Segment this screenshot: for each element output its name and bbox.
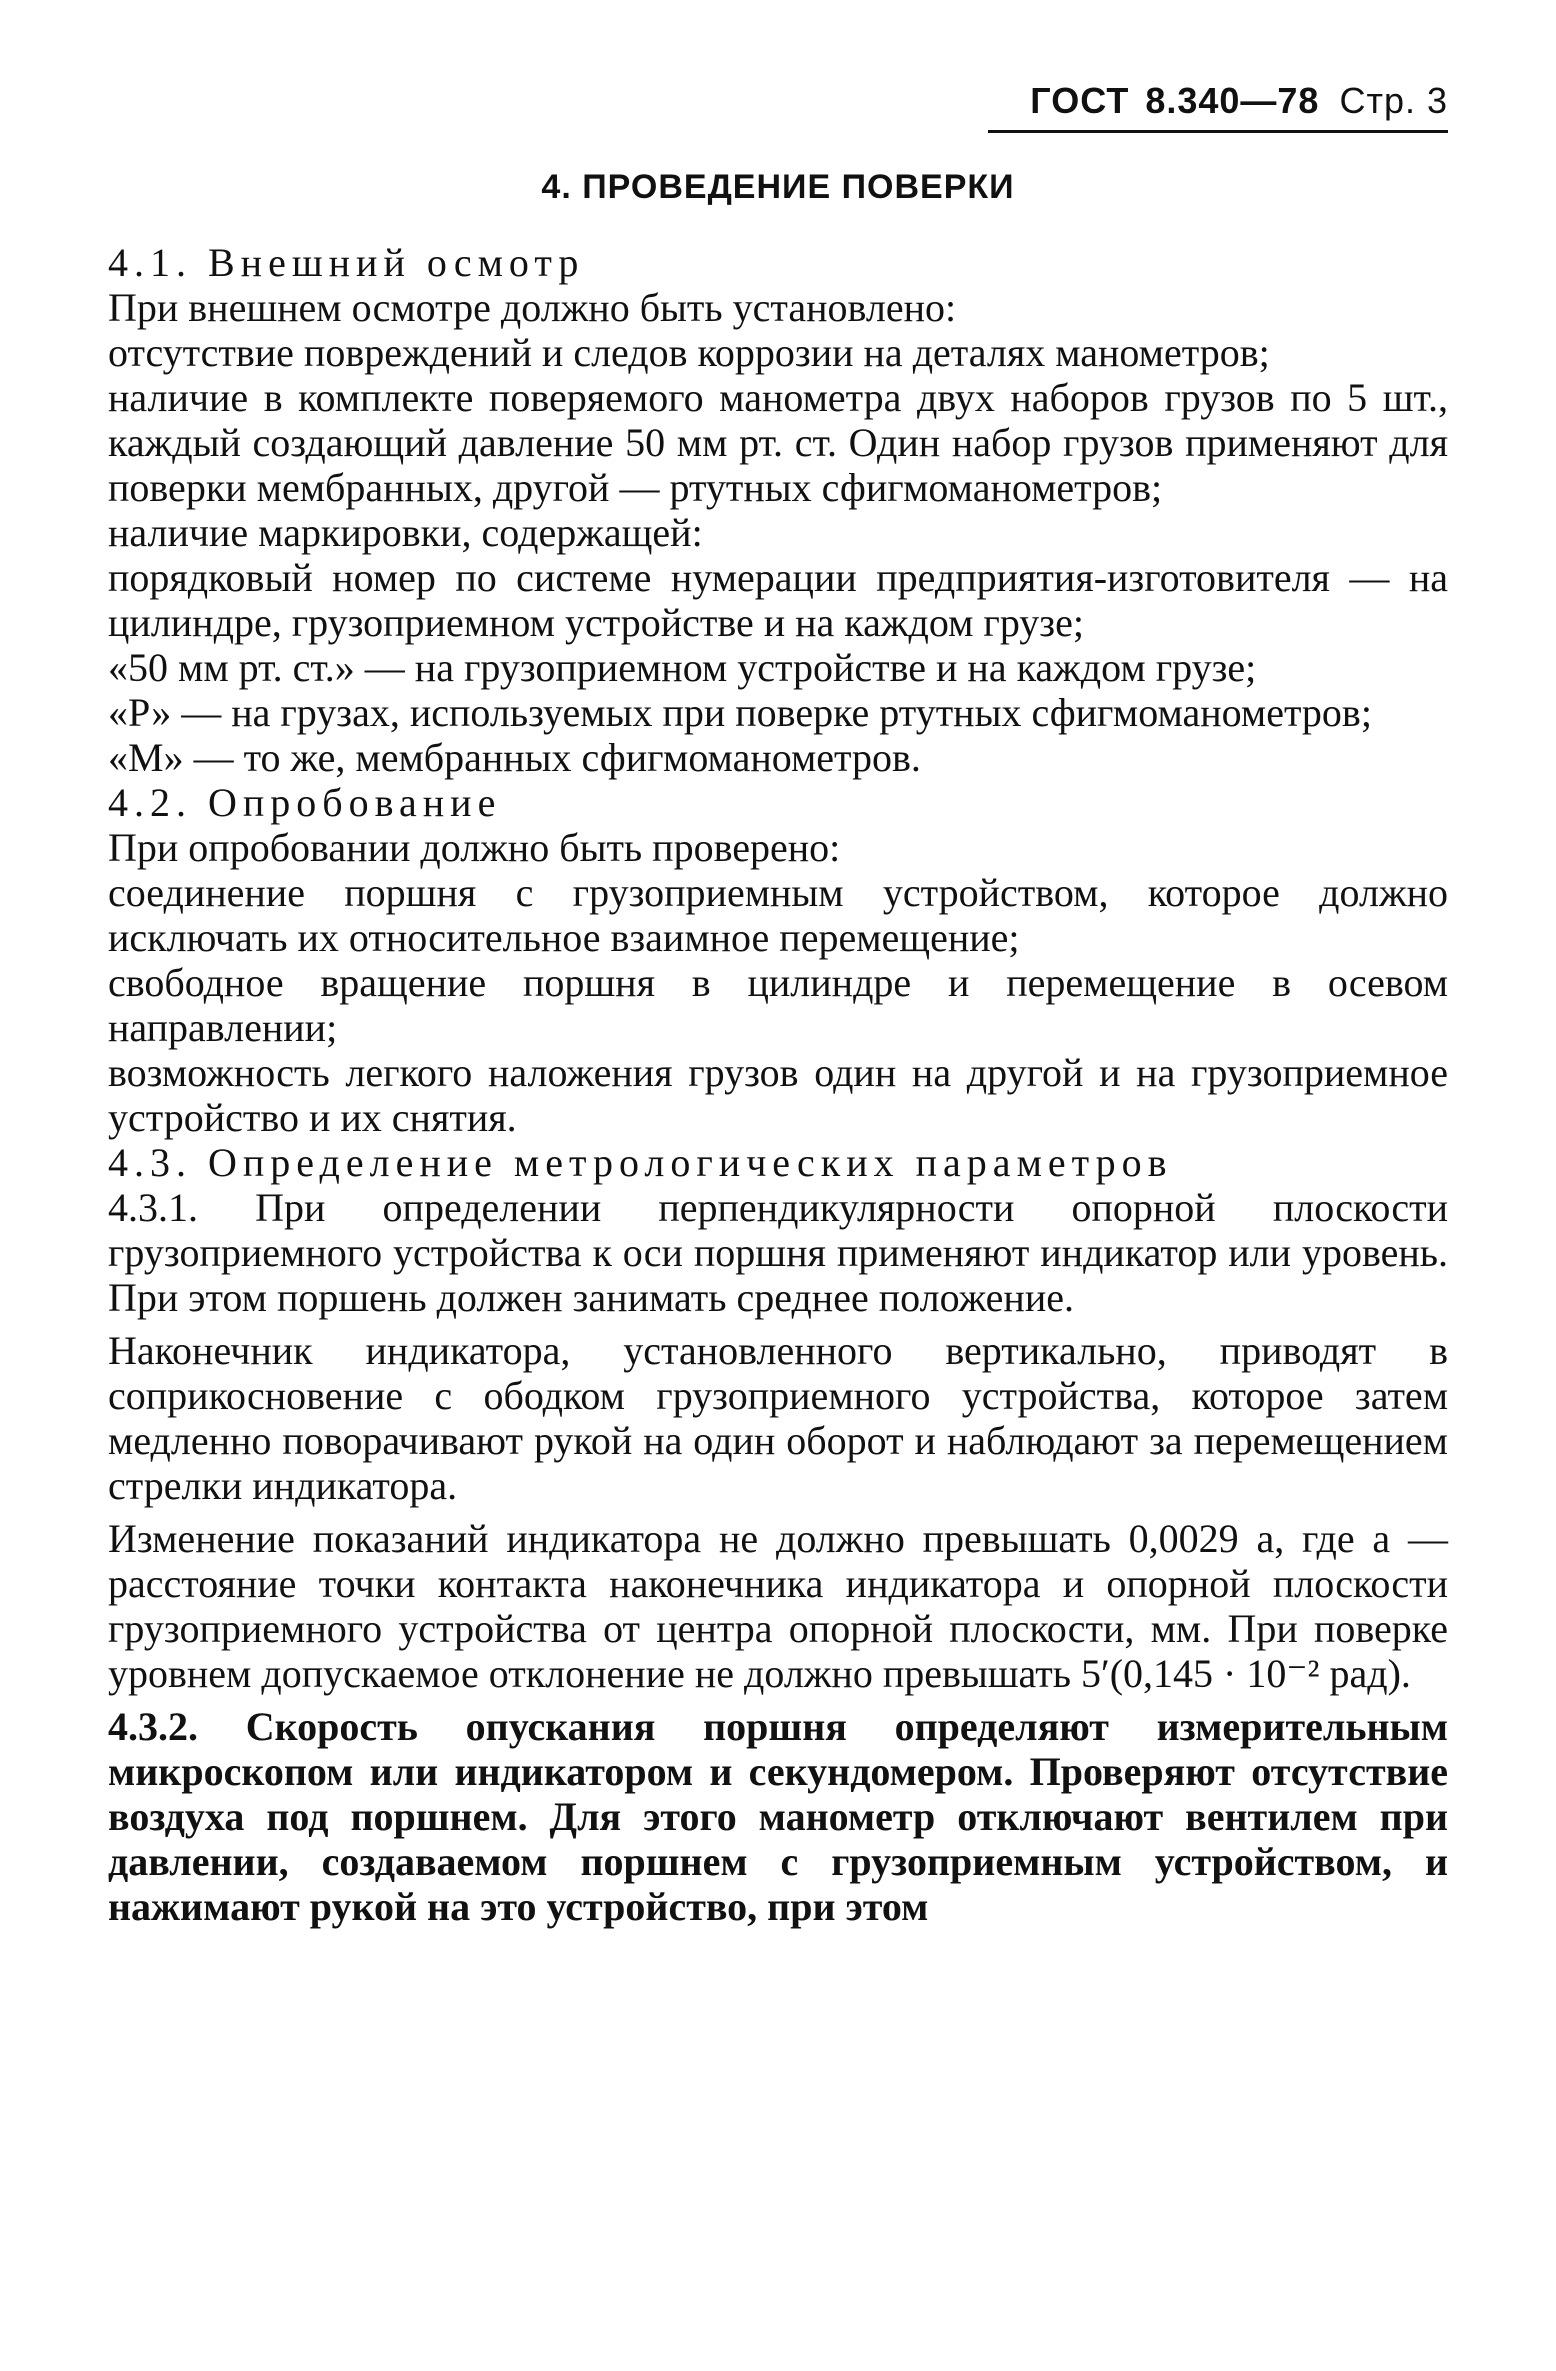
paragraph: наличие в комплекте поверяемого манометра двух наборов грузов по 5 шт., каждый создающий давление 50 мм рт. ст. Один набор грузов применяют для поверки мембранных, другой — ртутных сфигмоманометров; <box>108 375 1448 510</box>
paragraph: «Р» — на грузах, используемых при поверке ртутных сфигмоманометров; <box>108 690 1372 735</box>
paragraph: При внешнем осмотре должно быть установлено: <box>108 285 957 330</box>
paragraph: наличие маркировки, содержащей: <box>108 510 703 555</box>
body-text <box>108 240 1448 1929</box>
paragraph: свободное вращение поршня в цилиндре и перемещение в осевом направлении; <box>108 960 1448 1050</box>
paragraph: «50 мм рт. ст.» — на грузоприемном устройстве и на каждом грузе; <box>108 645 1257 690</box>
subsection-heading-4-1: 4.1. Внешний осмотр <box>108 240 585 285</box>
standard-number: 8.340—78 <box>1145 80 1320 121</box>
paragraph: При опробовании должно быть проверено: <box>108 825 841 870</box>
standard-label: ГОСТ <box>1030 80 1130 121</box>
document-page <box>108 70 1448 2330</box>
paragraph: 4.3.2. Скорость опускания поршня определяют измерительным микроскопом или индикатором и секундомером. Проверяют отсутствие воздуха под поршнем. Для этого манометр отключают вентилем при давлении, создаваемом поршнем с грузоприемным устройством, и нажимают рукой на это устройство, при этом <box>108 1704 1448 1929</box>
paragraph: отсутствие повреждений и следов коррозии на деталях манометров; <box>108 330 1270 375</box>
paragraph: Изменение показаний индикатора не должно превышать 0,0029 а, где а — расстояние точки контакта наконечника индикатора и опорной плоскости грузоприемного устройства от центра опорной плоскости, мм. При поверке уровнем допускаемое отклонение не должно превышать 5′(0,145 · 10⁻² рад). <box>108 1516 1448 1696</box>
subsection-heading-4-2: 4.2. Опробование <box>108 780 502 825</box>
paragraph: «М» — то же, мембранных сфигмоманометров. <box>108 735 921 780</box>
paragraph: соединение поршня с грузоприемным устройством, которое должно исключать их относительное взаимное перемещение; <box>108 870 1448 960</box>
paragraph: возможность легкого наложения грузов один на другой и на грузоприемное устройство и их снятия. <box>108 1050 1448 1140</box>
paragraph: порядковый номер по системе нумерации предприятия-изготовителя — на цилиндре, грузоприемном устройстве и на каждом грузе; <box>108 555 1448 645</box>
paragraph: 4.3.1. При определении перпендикулярности опорной плоскости грузоприемного устройства к оси поршня применяют индикатор или уровень. При этом поршень должен занимать среднее положение. <box>108 1185 1448 1320</box>
page-number: Стр. 3 <box>1339 80 1448 121</box>
subsection-heading-4-3: 4.3. Определение метрологических параметров <box>108 1140 1173 1185</box>
paragraph: Наконечник индикатора, установленного вертикально, приводят в соприкосновение с ободком грузоприемного устройства, которое затем медленно поворачивают рукой на один оборот и наблюдают за перемещением стрелки индикатора. <box>108 1328 1448 1508</box>
page-header <box>988 80 1448 133</box>
section-title: 4. ПРОВЕДЕНИЕ ПОВЕРКИ <box>541 168 1015 206</box>
